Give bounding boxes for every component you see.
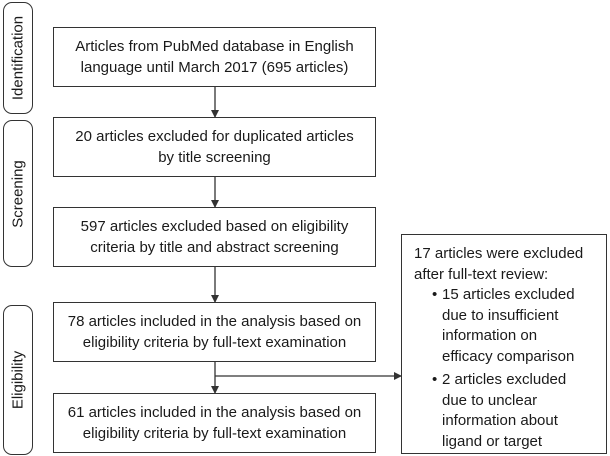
box-identified-articles (53, 27, 376, 87)
box-duplicates-excluded (53, 117, 376, 177)
excluded-heading-line2: after full-text review: (414, 265, 549, 283)
box-included-78-line1: 78 articles included in the analysis based on (67, 313, 362, 330)
box-title-abstract-excluded (53, 207, 376, 267)
excluded-reason-2-line2: due to unclear (442, 391, 538, 409)
excluded-reason-1-line3: information on (442, 327, 538, 344)
excluded-reason-2-line1: • 2 articles excluded (442, 371, 567, 388)
excluded-reason-1-line1: • 15 articles excluded (442, 286, 575, 303)
excluded-reason-1-line2: due to insufficient (442, 306, 559, 324)
box-duplicates-line2: by title screening (158, 149, 271, 166)
box-identified-line2: language until March 2017 (695 articles) (80, 59, 349, 76)
box-included-61 (53, 393, 376, 453)
excluded-reason-unclear (414, 370, 598, 452)
box-included-78-line2: eligibility criteria by full-text examination (82, 334, 347, 351)
box-title-abstract-line1: 597 articles excluded based on eligibility (80, 218, 349, 235)
box-title-abstract-line2: criteria by title and abstract screening (90, 239, 339, 256)
excluded-reason-2-line4: ligand or target (442, 432, 543, 450)
excluded-reason-2-line3: information about (442, 412, 558, 429)
excluded-heading-line1: 17 articles were excluded (414, 245, 584, 262)
excluded-reasons-list (414, 285, 598, 452)
excluded-reason-1-line4: efficacy comparison (442, 347, 575, 365)
box-included-61-line1: 61 articles included in the analysis based on (67, 404, 362, 421)
stage-identification-label: Identification (9, 15, 27, 101)
box-identified-line1: Articles from PubMed database in English (75, 38, 354, 55)
box-duplicates-line1: 20 articles excluded for duplicated articles (75, 128, 354, 145)
stage-eligibility-label: Eligibility (9, 350, 27, 410)
excluded-reason-insufficient (414, 285, 598, 367)
box-included-61-line2: eligibility criteria by full-text examination (82, 425, 347, 442)
box-included-78 (53, 302, 376, 362)
box-full-text-excluded (401, 234, 607, 454)
stage-screening-label: Screening (9, 159, 27, 228)
